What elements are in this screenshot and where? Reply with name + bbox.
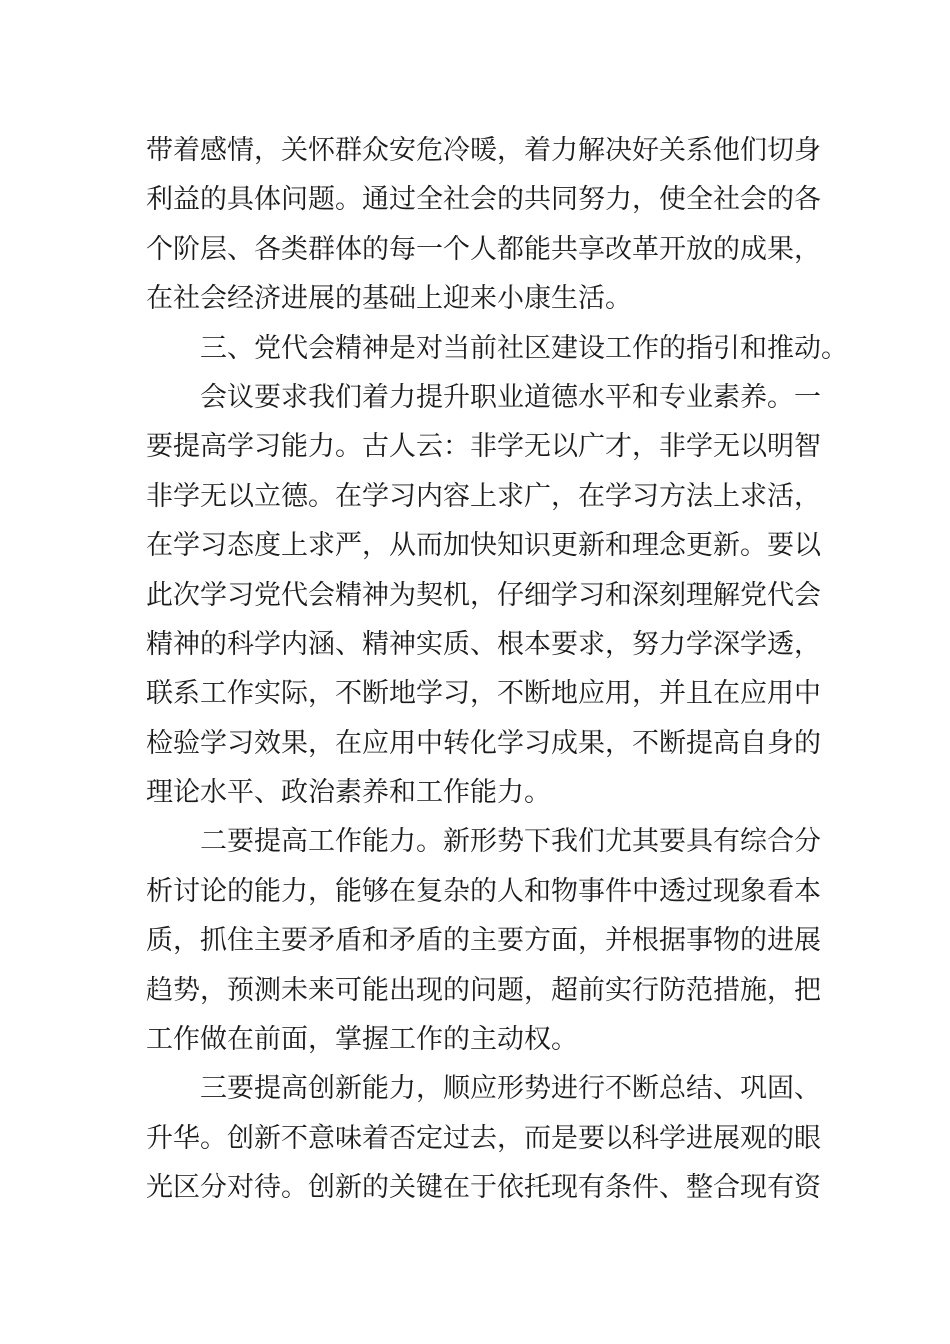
text-line: 质，抓住主要矛盾和矛盾的主要方面，并根据事物的进展 <box>146 925 821 957</box>
text-line: 二要提高工作能力。新形势下我们尤其要具有综合分 <box>200 826 821 858</box>
text-line: 此次学习党代会精神为契机，仔细学习和深刻理解党代会 <box>146 579 821 611</box>
text-line: 析讨论的能力，能够在复杂的人和物事件中透过现象看本 <box>146 875 821 907</box>
text-line: 会议要求我们着力提升职业道德水平和专业素养。一 <box>200 381 821 413</box>
text-line: 光区分对待。创新的关键在于依托现有条件、整合现有资 <box>146 1172 821 1204</box>
text-line: 利益的具体问题。通过全社会的共同努力，使全社会的各 <box>146 184 821 216</box>
text-line: 个阶层、各类群体的每一个人都能共享改革开放的成果， <box>146 233 821 265</box>
text-line: 检验学习效果，在应用中转化学习成果，不断提高自身的 <box>146 727 821 759</box>
text-line: 工作做在前面，掌握工作的主动权。 <box>146 1024 578 1056</box>
text-line: 非学无以立德。在学习内容上求广，在学习方法上求活， <box>146 480 821 512</box>
text-line: 理论水平、政治素养和工作能力。 <box>146 777 551 809</box>
text-line: 要提高学习能力。古人云：非学无以广才，非学无以明智 <box>146 431 821 463</box>
text-line: 三、党代会精神是对当前社区建设工作的指引和推动。 <box>200 332 848 364</box>
text-line: 带着感情，关怀群众安危冷暖，着力解决好关系他们切身 <box>146 135 821 166</box>
text-line: 在社会经济进展的基础上迎来小康生活。 <box>146 283 632 315</box>
text-line: 在学习态度上求严，从而加快知识更新和理念更新。要以 <box>146 530 821 562</box>
text-line: 趋势，预测未来可能出现的问题，超前实行防范措施，把 <box>146 974 821 1006</box>
text-line: 三要提高创新能力，顺应形势进行不断总结、巩固、 <box>200 1073 821 1105</box>
text-line: 升华。创新不意味着否定过去，而是要以科学进展观的眼 <box>146 1122 821 1154</box>
text-line: 联系工作实际，不断地学习，不断地应用，并且在应用中 <box>146 678 821 710</box>
text-line: 精神的科学内涵、精神实质、根本要求，努力学深学透， <box>146 628 821 660</box>
document-body <box>146 126 848 1213</box>
